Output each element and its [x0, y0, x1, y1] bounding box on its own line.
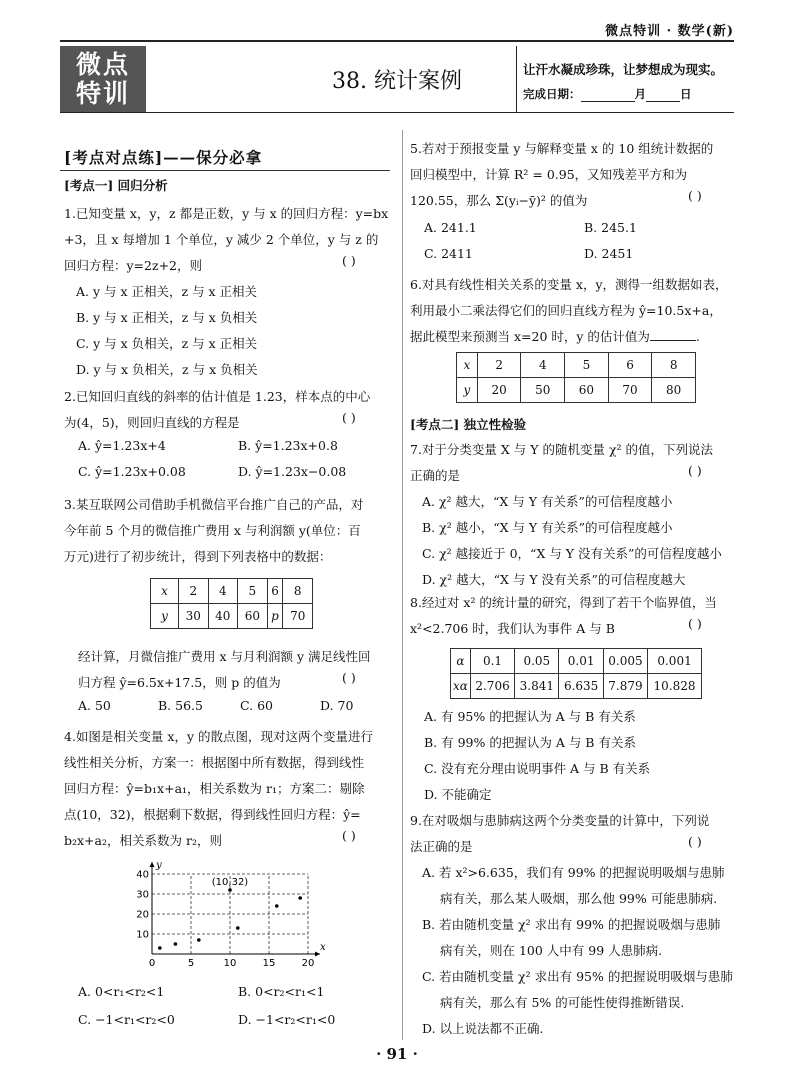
q4-line: 4.如图是相关变量 x，y 的散点图，现对这两个变量进行: [64, 729, 373, 744]
table-cell: 30: [179, 604, 209, 629]
point-annotation: (10,32): [211, 877, 249, 888]
q8-option-d[interactable]: D. 不能确定: [424, 787, 492, 802]
q9-option-a[interactable]: A. 若 x²>6.635，我们有 99% 的把握说明吸烟与患肺: [422, 865, 725, 880]
completion-date: [523, 86, 692, 102]
y-tick-label: 10: [136, 929, 149, 941]
month-blank: [581, 100, 635, 102]
data-point: [158, 946, 162, 950]
q3-line: 万元)进行了初步统计，得到下列表格中的数据：: [64, 549, 332, 564]
q3-option-c[interactable]: C. 60: [240, 698, 273, 713]
x-tick-label: 15: [262, 958, 276, 969]
q9-option-c[interactable]: C. 若由随机变量 χ² 求出有 95% 的把握说明吸烟与患肺: [422, 969, 733, 984]
question-3: [64, 492, 394, 570]
q5-option-b[interactable]: B. 245.1: [584, 220, 637, 235]
table-cell: 0.01: [559, 649, 603, 674]
q9-option-a-cont: 病有关，那么某人吸烟，那么他 99% 可能患肺病.: [440, 891, 718, 906]
table-cell: 4: [521, 353, 565, 378]
q1-answer-bracket[interactable]: ( ): [342, 253, 356, 268]
table-cell: 6.635: [559, 674, 603, 699]
q8-option-b[interactable]: B. 有 99% 的把握认为 A 与 B 有关系: [424, 735, 636, 750]
q4-option-b[interactable]: B. 0<r₂<r₁<1: [238, 984, 325, 999]
table-cell: 80: [652, 378, 696, 403]
table-cell: 70: [608, 378, 652, 403]
data-point: [228, 888, 232, 892]
q4-line: 点(10，32)，根据剩下数据，得到线性回归方程：ŷ=: [64, 807, 361, 822]
table-cell: 70: [283, 604, 313, 629]
q3-line: 3.某互联网公司借助手机微信平台推广自己的产品，对: [64, 497, 364, 512]
q8-line: 8.经过对 x² 的统计量的研究，得到了若干个临界值，当: [410, 595, 717, 610]
q6-line: 据此模型来预测当 x=20 时，y 的估计值为: [410, 329, 650, 344]
q1-option-b[interactable]: B. y 与 x 正相关，z 与 x 负相关: [76, 310, 258, 325]
y-tick-label: 30: [136, 889, 149, 901]
y-tick-label: 20: [136, 909, 149, 921]
table-cell: 8: [283, 579, 313, 604]
q9-line: 9.在对吸烟与患肺病这两个分类变量的计算中，下列说: [410, 813, 710, 828]
q5-option-a[interactable]: A. 241.1: [424, 220, 477, 235]
table-row: [457, 353, 696, 378]
table-cell: 8: [652, 353, 696, 378]
table-cell: 3.841: [515, 674, 559, 699]
question-7: [410, 437, 740, 593]
table-cell: 50: [521, 378, 565, 403]
data-point: [236, 926, 240, 930]
q1-line: +3，且 x 每增加 1 个单位，y 减少 2 个单位，y 与 z 的: [64, 232, 379, 247]
scatter-plot: [130, 862, 330, 976]
q9-option-b-cont: 病有关，则在 100 人中有 99 人患肺病.: [440, 943, 663, 958]
table-cell: 10.828: [648, 674, 702, 699]
logo-line-1: 微点: [75, 50, 130, 79]
q8-line: x²<2.706 时，我们认为事件 A 与 B: [410, 621, 615, 636]
table-cell: 60: [238, 604, 268, 629]
y-tick-label: 40: [136, 869, 149, 881]
q8-critical-value-table: [450, 648, 702, 699]
month-label: 月: [634, 87, 646, 101]
question-6: 6.对具有线性相关关系的变量 x，y，测得一组数据如表， 利用最小二乘法得它们的回归直线方程为 ŷ=10.5x+a， 据此模型来预测当 x=20 时，y 的估计值为 .: [410, 272, 740, 350]
table-cell: 60: [565, 378, 609, 403]
kp2-heading: [考点二] 独立性检验: [410, 417, 527, 432]
data-point: [174, 942, 178, 946]
q4-option-c[interactable]: C. −1<r₁<r₂<0: [78, 1012, 175, 1027]
table-cell: 0.05: [515, 649, 559, 674]
table-cell: 20: [477, 378, 521, 403]
q3-option-a[interactable]: A. 50: [78, 698, 111, 713]
q5-option-d[interactable]: D. 2451: [584, 246, 634, 261]
q2-line: 为(4，5)，则回归直线的方程是: [64, 415, 240, 430]
q3-option-b[interactable]: B. 56.5: [158, 698, 203, 713]
x-axis-label: x: [320, 942, 326, 953]
q7-option-a[interactable]: A. χ² 越大，“X 与 Y 有关系”的可信程度越小: [422, 494, 673, 509]
q5-answer-bracket[interactable]: ( ): [688, 188, 702, 203]
q4-line: b₂x+a₂，相关系数为 r₂，则: [64, 833, 222, 848]
table-cell: p: [267, 604, 283, 629]
q1-line: 回归方程：y=2z+2，则: [64, 258, 203, 273]
page-title: 38. 统计案例: [332, 69, 462, 94]
q1-option-d[interactable]: D. y 与 x 负相关，z 与 x 负相关: [76, 362, 258, 377]
q9-line: 法正确的是: [410, 839, 473, 854]
q2-option-a[interactable]: A. ŷ=1.23x+4: [78, 438, 166, 453]
q4-option-d[interactable]: D. −1<r₂<r₁<0: [238, 1012, 336, 1027]
q3-line: 今年前 5 个月的微信推广费用 x 与利润额 y(单位：百: [64, 523, 361, 538]
table-cell: 0.001: [648, 649, 702, 674]
table-cell: 5: [238, 579, 268, 604]
logo-line-2: 特训: [75, 79, 130, 108]
q3-line: 经计算，月微信推广费用 x 与月利润额 y 满足线性回: [78, 649, 371, 664]
table-cell: 2: [179, 579, 209, 604]
q4-option-a[interactable]: A. 0<r₁<r₂<1: [78, 984, 165, 999]
q3-answer-bracket[interactable]: ( ): [342, 670, 356, 685]
top-bar: [60, 18, 734, 42]
table-cell: 7.879: [603, 674, 647, 699]
table-cell: 6: [608, 353, 652, 378]
logo: [60, 46, 146, 112]
q6-line: 6.对具有线性相关关系的变量 x，y，测得一组数据如表，: [410, 277, 728, 292]
q4-line: 线性相关分析，方案一：根据图中所有数据，得到线性: [64, 755, 365, 770]
column-divider: [402, 130, 403, 1040]
q6-data-table: [456, 352, 696, 403]
data-point: [275, 904, 279, 908]
table-row: [457, 378, 696, 403]
q8-option-a[interactable]: A. 有 95% 的把握认为 A 与 B 有关系: [424, 709, 636, 724]
table-cell: 6: [267, 579, 283, 604]
section-rule: [60, 170, 390, 171]
q9-option-d[interactable]: D. 以上说法都不正确.: [422, 1021, 544, 1036]
q1-option-a[interactable]: A. y 与 x 正相关，z 与 x 正相关: [76, 284, 258, 299]
q5-line: 120.55，那么 Σ(yᵢ−ȳ)² 的值为: [410, 193, 588, 208]
data-point: [197, 938, 201, 942]
q3-data-table: [150, 578, 313, 629]
q4-line: 回归方程：ŷ=b₁x+a₁，相关系数为 r₁；方案二：剔除: [64, 781, 365, 796]
q5-line: 回归模型中，计算 R² = 0.95，又知残差平方和为: [410, 167, 688, 182]
q3-line: 归方程 ŷ=6.5x+17.5，则 p 的值为: [78, 675, 281, 690]
table-cell: x: [151, 579, 179, 604]
header: [60, 46, 734, 113]
table-cell: α: [451, 649, 471, 674]
table-cell: 2: [477, 353, 521, 378]
table-cell: 5: [565, 353, 609, 378]
table-cell: x: [457, 353, 478, 378]
q6-answer-blank[interactable]: [650, 328, 696, 341]
q5-option-c[interactable]: C. 2411: [424, 246, 473, 261]
q2-option-b[interactable]: B. ŷ=1.23x+0.8: [238, 438, 338, 453]
table-cell: 0.1: [470, 649, 514, 674]
data-point: [298, 896, 302, 900]
q7-option-c[interactable]: C. χ² 越接近于 0，“X 与 Y 没有关系”的可信程度越小: [422, 546, 722, 561]
x-tick-label: 10: [223, 958, 237, 969]
table-cell: 4: [208, 579, 238, 604]
motto: 让汗水凝成珍珠，让梦想成为现实。: [523, 62, 724, 77]
date-label: 完成日期：: [523, 87, 581, 101]
question-1: [64, 201, 394, 383]
q4-answer-bracket[interactable]: ( ): [342, 828, 356, 843]
table-row: [451, 649, 702, 674]
q6-line: 利用最小二乘法得它们的回归直线方程为 ŷ=10.5x+a，: [410, 303, 722, 318]
q1-option-c[interactable]: C. y 与 x 负相关，z 与 x 正相关: [76, 336, 258, 351]
section-heading: [考点对点练]——保分必拿: [64, 148, 263, 167]
table-cell: xα: [451, 674, 471, 699]
q2-option-d[interactable]: D. ŷ=1.23x−0.08: [238, 464, 347, 479]
q9-option-c-cont: 病有关，那么有 5% 的可能性使得推断错误.: [440, 995, 685, 1010]
table-row: [151, 604, 313, 629]
table-row: [451, 674, 702, 699]
x-tick-label: 20: [301, 958, 315, 969]
q1-line: 1.已知变量 x，y，z 都是正数，y 与 x 的回归方程：y=bx: [64, 206, 389, 221]
q8-answer-bracket[interactable]: ( ): [688, 616, 702, 631]
q7-option-d[interactable]: D. χ² 越大，“X 与 Y 没有关系”的可信程度越大: [422, 572, 686, 587]
day-blank: [646, 100, 680, 102]
q8-option-c[interactable]: C. 没有充分理由说明事件 A 与 B 有关系: [424, 761, 651, 776]
q3-option-d[interactable]: D. 70: [320, 698, 354, 713]
table-cell: 40: [208, 604, 238, 629]
x-tick-label: 0: [148, 958, 156, 969]
page-number: · 91 ·: [376, 1045, 418, 1063]
series-title: 微点特训 · 数学(新): [605, 24, 734, 39]
q7-option-b[interactable]: B. χ² 越小，“X 与 Y 有关系”的可信程度越小: [422, 520, 673, 535]
day-label: 日: [680, 87, 692, 101]
q2-line: 2.已知回归直线的斜率的估计值是 1.23，样本点的中心: [64, 389, 371, 404]
q2-option-c[interactable]: C. ŷ=1.23x+0.08: [78, 464, 186, 479]
q5-line: 5.若对于预报变量 y 与解释变量 x 的 10 组统计数据的: [410, 141, 714, 156]
motto-box: [516, 46, 735, 112]
x-tick-label: 5: [187, 958, 195, 969]
table-cell: y: [151, 604, 179, 629]
q7-line: 正确的是: [410, 468, 461, 483]
q9-option-b[interactable]: B. 若由随机变量 χ² 求出有 99% 的把握说吸烟与患肺: [422, 917, 721, 932]
q9-answer-bracket[interactable]: ( ): [688, 834, 702, 849]
table-cell: y: [457, 378, 478, 403]
table-row: [151, 579, 313, 604]
table-cell: 2.706: [470, 674, 514, 699]
kp1-heading: [考点一] 回归分析: [64, 178, 168, 193]
y-axis-label: y: [156, 862, 162, 871]
q7-answer-bracket[interactable]: ( ): [688, 463, 702, 478]
q7-line: 7.对于分类变量 X 与 Y 的随机变量 χ² 的值，下列说法: [410, 442, 714, 457]
q8-options: [424, 704, 744, 808]
q2-answer-bracket[interactable]: ( ): [342, 410, 356, 425]
table-cell: 0.005: [603, 649, 647, 674]
y-axis-arrow: [150, 862, 155, 867]
